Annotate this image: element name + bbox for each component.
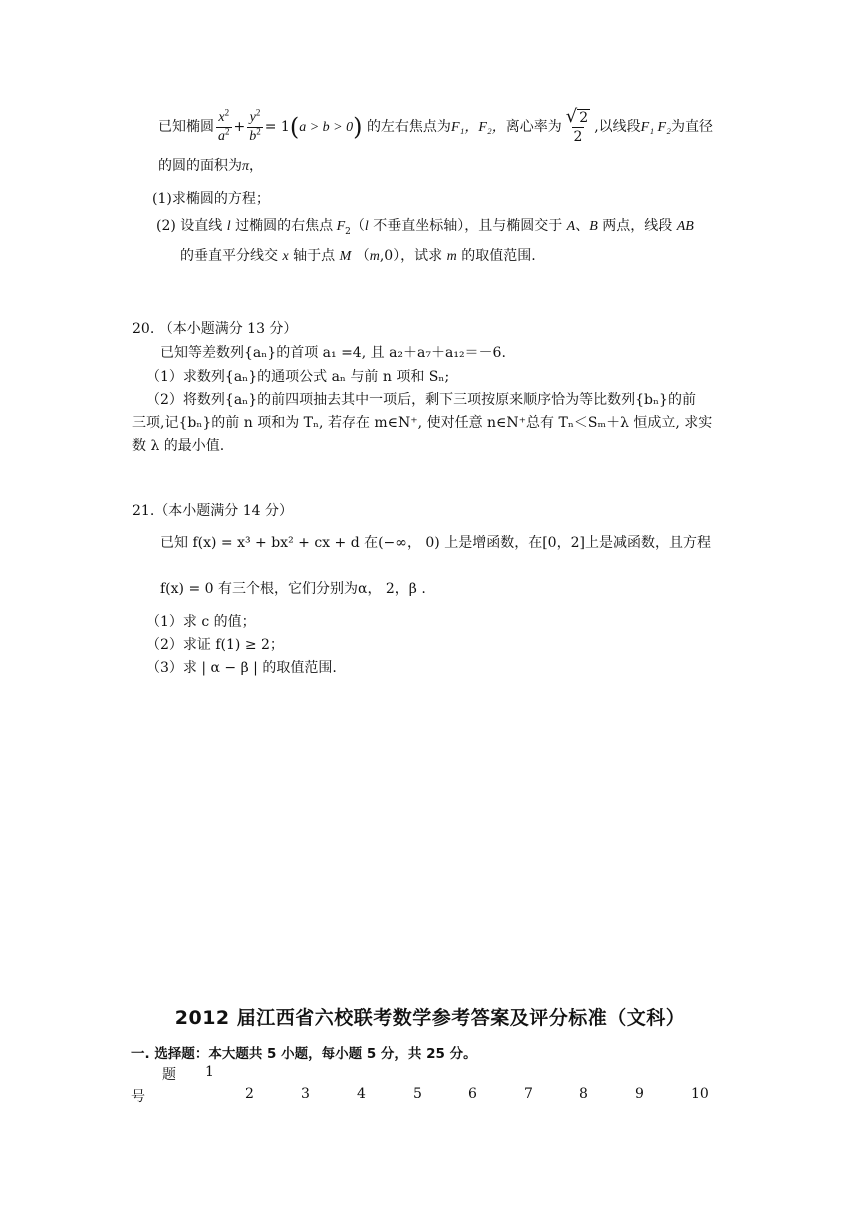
q21-part2: （2）求证 f(1) ≥ 2； — [146, 637, 284, 653]
table-head-top: 题 — [162, 1067, 176, 1083]
q19-segment: F₁ F₂ — [640, 120, 671, 135]
question-number: 1 — [205, 1064, 214, 1080]
q21-part1: （1）求 c 的值； — [146, 614, 256, 630]
q19-part2-line2: 的垂直平分线交 x 轴于点 M （m,0），试求 m 的取值范围. — [180, 248, 536, 264]
q21-line1: 已知 f(x) = x³ + bx² + cx + d 在(−∞， 0) 上是增函数，在[0，2]上是减函数，且方程 — [160, 535, 711, 551]
q20-line2: （1）求数列{aₙ}的通项公式 aₙ 与前 n 项和 Sₙ; — [146, 369, 450, 385]
question-number: 6 — [468, 1086, 477, 1102]
ellipse-x-term: $\frac{x^2}{a^2}$ — [218, 106, 230, 144]
q20-header: 20. （本小题满分 13 分） — [132, 321, 298, 337]
question-number: 2 — [245, 1086, 254, 1102]
question-number: 10 — [691, 1086, 709, 1102]
eccentricity-fraction: $\frac{√ 2}{2}$ — [565, 106, 589, 145]
q20-line4: 三项,记{bₙ}的前 n 项和为 Tₙ, 若存在 m∈N⁺, 使对任意 n∈N⁺总有 Tₙ＜Sₘ＋λ 恒成立, 求实 — [132, 415, 713, 431]
question-number: 5 — [413, 1086, 422, 1102]
q19-part2-line1: (2) 设直线 l 过椭圆的右焦点 $F_2(l$ 不垂直坐标轴），且与椭圆交于 A、B 两点，线段 AB — [156, 218, 694, 237]
q19-foci-text: 的左右焦点为 — [366, 119, 451, 135]
q19-ecc-label: 离心率为 — [505, 119, 562, 135]
q19-part1: (1)求椭圆的方程； — [152, 191, 270, 207]
q21-header: 21.（本小题满分 14 分） — [132, 503, 293, 519]
answer-title: 2012 届江西省六校联考数学参考答案及评分标准（文科） — [174, 1007, 686, 1029]
q19-intro: 已知椭圆 — [158, 119, 214, 135]
q19-line1: 已知椭圆 $\frac{x^2}{a^2}$ + $\frac{y^2}{b^2}$ = 1(a > b > 0) 的左右焦点为F₁，F₂，离心率为 $\frac{√ 2}{2}$ ,以线段F₁ F₂为直径 — [158, 106, 713, 145]
equals-one: = 1 — [264, 119, 290, 135]
answer-title-wrap — [0, 1003, 860, 1030]
q21-line2: f(x) = 0 有三个根，它们分别为α， 2，β . — [160, 581, 426, 597]
q20-line3: （2）将数列{aₙ}的前四项抽去其中一项后，剩下三项按原来顺序恰为等比数列{bₙ}的前 — [146, 392, 696, 408]
q19-area-end: ， — [249, 158, 264, 174]
question-number: 9 — [635, 1086, 644, 1102]
section-one-heading: 一. 选择题：本大题共 5 小题，每小题 5 分，共 25 分。 — [131, 1046, 477, 1062]
question-number: 7 — [524, 1086, 533, 1102]
question-number: 4 — [357, 1086, 366, 1102]
q19-line2 — [158, 155, 263, 175]
q20-line1: 已知等差数列{aₙ}的首项 a₁ =4, 且 a₂＋a₇＋a₁₂＝－6. — [160, 345, 506, 361]
table-head-bottom: 号 — [131, 1089, 145, 1105]
q20-line5: 数 λ 的最小值. — [132, 438, 225, 454]
q21-part3: （3）求 | α − β | 的取值范围. — [146, 660, 337, 676]
q19-segment-text: ,以线段 — [594, 119, 641, 135]
q19-area-text: 的圆的面积为 — [158, 158, 242, 174]
question-number: 8 — [579, 1086, 588, 1102]
q19-foci: F₁，F₂， — [450, 120, 506, 135]
ellipse-y-term: $\frac{y^2}{b^2}$ — [249, 106, 261, 144]
pi-symbol: π — [242, 159, 250, 174]
q19-diameter-text: 为直径 — [670, 119, 713, 135]
ellipse-condition: a > b > 0 — [299, 120, 354, 135]
question-number: 3 — [301, 1086, 310, 1102]
